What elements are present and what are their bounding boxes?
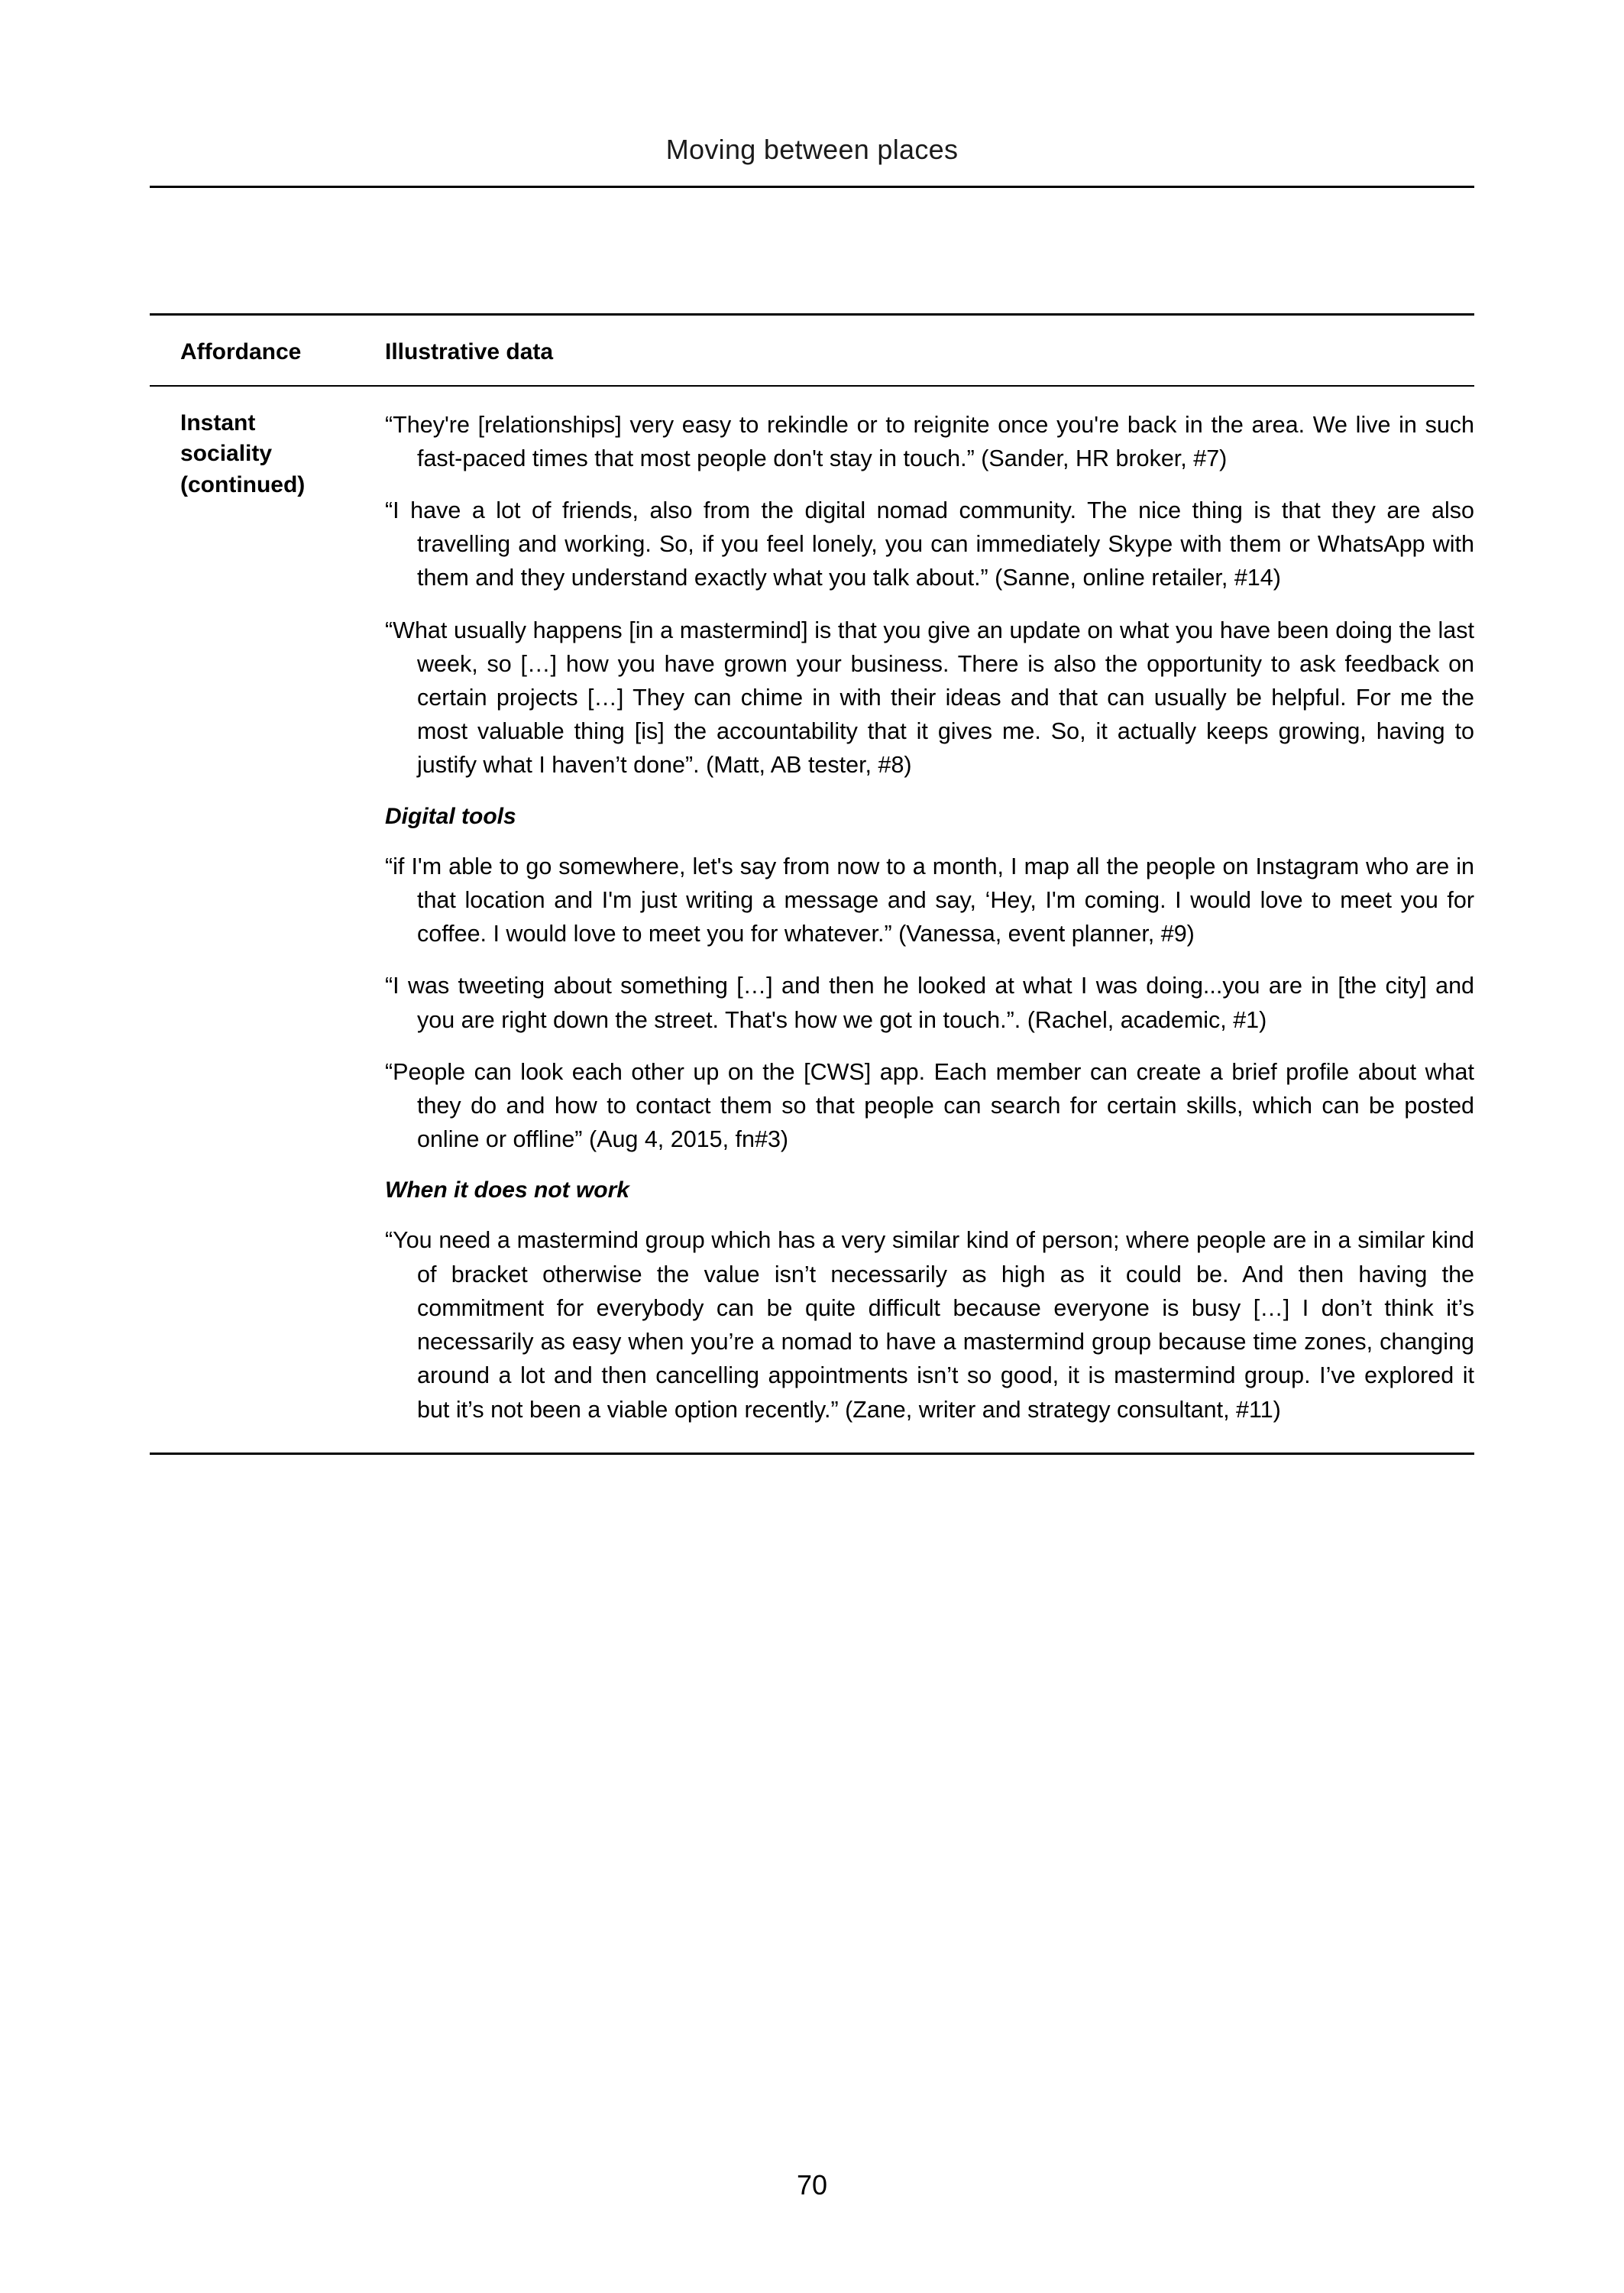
- quote-sander: “They're [relationships] very easy to rekindle or to reignite once you're back in the area. We live in such fast-paced times that most people don't stay in touch.” (Sander, HR broker, #7): [385, 411, 1474, 471]
- table-header-cell-illustrative-data: [364, 337, 1474, 368]
- quote-matt: “What usually happens [in a mastermind] is that you give an update on what you have been doing the last week, so […] how you have grown your business. There is also the opportunity to ask feedback on certain projects […] They can chime in with their ideas and that can usually be helpful. For me the most valuable thing [is] the accountability that it gives me. So, it actually keeps growing, having to justify what I haven’t done”. (Matt, AB tester, #8): [385, 617, 1474, 779]
- affordance-label-line-2: sociality: [180, 441, 273, 466]
- column-header-affordance: Affordance: [180, 339, 302, 364]
- quote-fieldnote: “People can look each other up on the [CWS] app. Each member can create a brief profile about what they do and how to contact them so that people can search for certain skills, which can be posted online or offline” (Aug 4, 2015, fn#3): [385, 1058, 1474, 1153]
- table-bottom-rule: [150, 1453, 1474, 1455]
- table-header-cell-affordance: [150, 337, 364, 368]
- table-cell-affordance: [150, 408, 364, 1427]
- quote-rachel: “I was tweeting about something […] and then he looked at what I was doing...you are in [the city] and you are right down the street. That's how we got in touch.”. (Rachel, academic, #1): [385, 973, 1474, 1033]
- quote-vanessa: “if I'm able to go somewhere, let's say from now to a month, I map all the people on Instagram who are in that location and I'm just writing a message and say, ‘Hey, I'm coming. I would love to meet you for coffee. I would love to meet you for whatever.” (Vanessa, event planner, #9): [385, 853, 1474, 947]
- running-head: Moving between places: [665, 134, 959, 165]
- table-header-row: [150, 316, 1474, 385]
- affordance-label-line-3: (continued): [180, 471, 306, 497]
- table-row: [150, 387, 1474, 1453]
- subheading-digital-tools: Digital tools: [385, 803, 516, 829]
- affordance-table: [150, 313, 1474, 1455]
- quote-zane: “You need a mastermind group which has a very similar kind of person; where people are in a similar kind of bracket otherwise the value isn’t necessarily as high as it could be. And then having the commitment for everybody can be quite difficult because everyone is busy […] I don’t think it’s necessarily as easy when you’re a nomad to have a mastermind group because time zones, changing around a lot and then cancelling appointments isn’t so good, it is mastermind group. I’ve explored it but it’s not been a viable option recently.” (Zane, writer and strategy consultant, #11): [385, 1227, 1474, 1423]
- page-number: 70: [796, 2169, 828, 2201]
- column-header-illustrative-data: Illustrative data: [385, 339, 554, 364]
- affordance-label-line-1: Instant: [180, 410, 256, 436]
- subheading-when-it-does-not-work: When it does not work: [385, 1177, 629, 1203]
- header-rule: [150, 186, 1474, 188]
- table-cell-illustrative-data: [364, 408, 1474, 1427]
- quote-sanne: “I have a lot of friends, also from the digital nomad community. The nice thing is that they are also travelling and working. So, if you feel lonely, you can immediately Skype with them or WhatsApp with them and they understand exactly what you talk about.” (Sanne, online retailer, #14): [385, 497, 1474, 591]
